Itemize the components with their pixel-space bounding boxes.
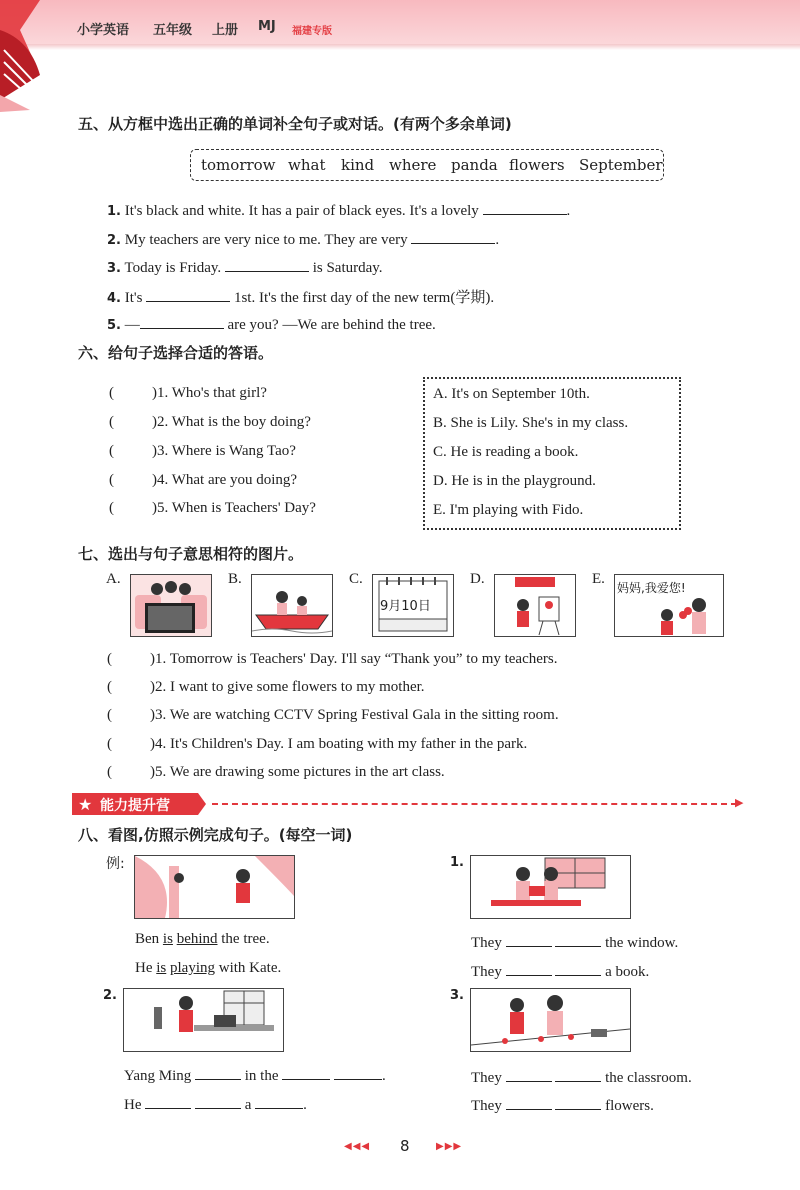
picture-q1-reading bbox=[470, 855, 631, 919]
calendar-text: 9月10日 bbox=[380, 599, 431, 614]
s6-answer-b: B. She is Lily. She's in my class. bbox=[433, 415, 629, 431]
s5-item-2: 2. My teachers are very nice to me. They are very . bbox=[107, 229, 499, 249]
s7-item-1: ( )1. Tomorrow is Teachers' Day. I'll say “Thank you” to my teachers. bbox=[107, 651, 558, 667]
s6-answer-a: A. It's on September 10th. bbox=[433, 386, 590, 402]
arrow-right-icon: ▶ bbox=[735, 796, 744, 809]
word-bank-box bbox=[190, 149, 664, 181]
pagoda-roof-icon bbox=[0, 0, 70, 112]
page-number: 8 bbox=[400, 1137, 410, 1155]
answer-blank[interactable] bbox=[555, 961, 601, 976]
section7-title: 七、选出与句子意思相符的图片。 bbox=[78, 545, 304, 563]
word-bank-item: panda bbox=[451, 156, 498, 174]
s6-question-2: ( )2. What is the boy doing? bbox=[109, 414, 311, 430]
s5-item-3: 3. Today is Friday. is Saturday. bbox=[107, 257, 383, 277]
picture-example-playing bbox=[134, 855, 295, 919]
word-bank-item: flowers bbox=[509, 156, 565, 174]
q1-line-2: They a book. bbox=[471, 961, 649, 981]
answer-blank[interactable] bbox=[146, 287, 230, 302]
section5-title: 五、从方框中选出正确的单词补全句子或对话。(有两个多余单词) bbox=[78, 115, 512, 133]
example-line-1: Ben is behind the tree. bbox=[135, 931, 270, 947]
header-grade: 五年级 bbox=[153, 23, 193, 38]
banner-label: 能力提升营 bbox=[100, 798, 170, 814]
answer-blank[interactable] bbox=[555, 1095, 601, 1110]
answer-blank[interactable] bbox=[506, 1067, 552, 1082]
picture-q2-computer bbox=[123, 988, 284, 1052]
q2-line-1: Yang Ming in the . bbox=[124, 1065, 386, 1085]
answer-blank[interactable] bbox=[483, 200, 567, 215]
s7-item-2: ( )2. I want to give some flowers to my mother. bbox=[107, 679, 425, 695]
picture-b-boating bbox=[251, 574, 333, 637]
s6-answer-c: C. He is reading a book. bbox=[433, 444, 579, 460]
answer-blank[interactable] bbox=[282, 1065, 330, 1080]
q3-line-2: They flowers. bbox=[471, 1095, 654, 1115]
picture-a-watching-tv bbox=[130, 574, 212, 637]
answer-blank[interactable] bbox=[225, 257, 309, 272]
answer-blank[interactable] bbox=[506, 1095, 552, 1110]
answer-blank[interactable] bbox=[506, 932, 552, 947]
section8-title: 八、看图,仿照示例完成句子。(每空一词) bbox=[78, 826, 353, 844]
answer-blank[interactable] bbox=[195, 1094, 241, 1109]
s5-item-4: 4. It's 1st. It's the first day of the new term(学期). bbox=[107, 286, 494, 307]
pic-label-e: E. bbox=[592, 571, 605, 587]
header-shadow bbox=[0, 44, 800, 50]
speech-bubble-text: 妈妈,我爱您! bbox=[617, 581, 686, 595]
header-volume: 上册 bbox=[212, 23, 239, 38]
answer-blank[interactable] bbox=[555, 1067, 601, 1082]
s6-answer-e: E. I'm playing with Fido. bbox=[433, 502, 584, 518]
section6-title: 六、给句子选择合适的答语。 bbox=[78, 344, 274, 362]
word-bank-item: where bbox=[389, 156, 437, 174]
s7-item-3: ( )3. We are watching CCTV Spring Festival Gala in the sitting room. bbox=[107, 707, 559, 723]
answer-blank[interactable] bbox=[506, 961, 552, 976]
header-code: MJ bbox=[258, 19, 276, 34]
pic-label-a: A. bbox=[106, 571, 121, 587]
s6-question-5: ( )5. When is Teachers' Day? bbox=[109, 500, 316, 516]
q3-line-1: They the classroom. bbox=[471, 1067, 692, 1087]
footer-left-arrows: ◀◀◀ bbox=[344, 1141, 371, 1152]
pic-label-d: D. bbox=[470, 571, 485, 587]
s6-question-3: ( )3. Where is Wang Tao? bbox=[109, 443, 296, 459]
word-bank-item: tomorrow bbox=[201, 156, 276, 174]
s5-item-5: 5. — are you? —We are behind the tree. bbox=[107, 314, 436, 334]
header-edition: 福建专版 bbox=[292, 26, 332, 37]
word-bank-item: kind bbox=[341, 156, 375, 174]
s6-question-4: ( )4. What are you doing? bbox=[109, 472, 298, 488]
word-bank-item: September bbox=[579, 156, 663, 174]
q2-line-2: He a . bbox=[124, 1094, 307, 1114]
example-line-2: He is playing with Kate. bbox=[135, 960, 282, 976]
svg-text:★: ★ bbox=[78, 795, 93, 814]
word-bank-item: what bbox=[288, 156, 326, 174]
q3-number: 3. bbox=[450, 988, 464, 1003]
s7-item-4: ( )4. It's Children's Day. I am boating with my father in the park. bbox=[107, 736, 528, 752]
banner-dash-line bbox=[212, 803, 737, 805]
picture-q3-flowers bbox=[470, 988, 631, 1052]
q1-line-1: They the window. bbox=[471, 932, 678, 952]
s7-item-5: ( )5. We are drawing some pictures in the art class. bbox=[107, 764, 445, 780]
answer-blank[interactable] bbox=[145, 1094, 191, 1109]
s5-item-1: 1. It's black and white. It has a pair of black eyes. It's a lovely . bbox=[107, 200, 570, 220]
answer-blank[interactable] bbox=[195, 1065, 241, 1080]
q1-number: 1. bbox=[450, 855, 464, 870]
pic-label-c: C. bbox=[349, 571, 363, 587]
pic-label-b: B. bbox=[228, 571, 242, 587]
answer-blank[interactable] bbox=[255, 1094, 303, 1109]
s6-question-1: ( )1. Who's that girl? bbox=[109, 385, 267, 401]
footer-right-arrows: ▶▶▶ bbox=[436, 1141, 463, 1152]
q2-number: 2. bbox=[103, 988, 117, 1003]
answer-blank[interactable] bbox=[411, 229, 495, 244]
example-label: 例: bbox=[106, 856, 125, 872]
answer-blank[interactable] bbox=[555, 932, 601, 947]
picture-d-drawing bbox=[494, 574, 576, 637]
s6-answer-d: D. He is in the playground. bbox=[433, 473, 596, 489]
header-subject: 小学英语 bbox=[77, 23, 130, 38]
answer-blank[interactable] bbox=[334, 1065, 382, 1080]
answer-blank[interactable] bbox=[140, 314, 224, 329]
